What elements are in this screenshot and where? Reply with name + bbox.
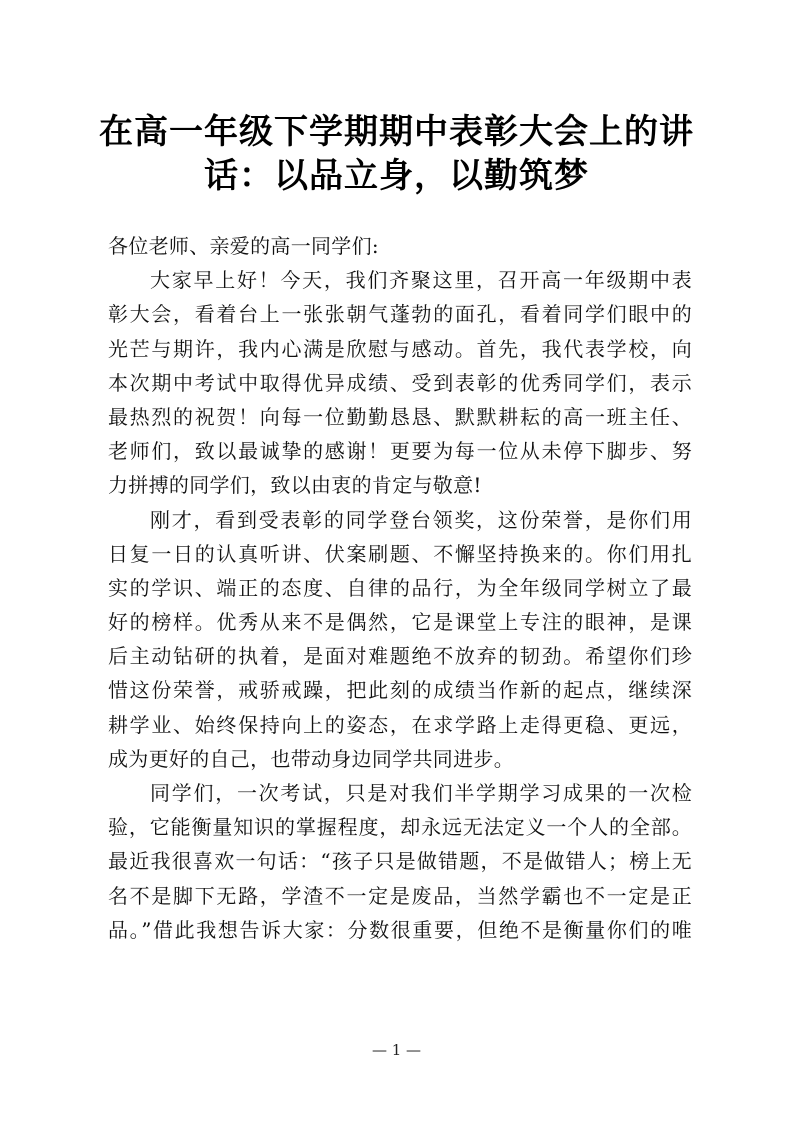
paragraph-line: 最热烈的祝贺！向每一位勤勤恳恳、默默耕耘的高一班主任、 (108, 404, 692, 429)
paragraph-line: 日复一日的认真听讲、伏案刷题、不懈坚持换来的。你们用扎 (108, 541, 692, 566)
paragraph-line: 光芒与期许，我内心满是欣慰与感动。首先，我代表学校，向 (108, 336, 692, 361)
paragraph-line: 刚才，看到受表彰的同学登台领奖，这份荣誉，是你们用 (150, 507, 692, 532)
salutation-line: 各位老师、亲爱的高一同学们: (108, 234, 379, 258)
paragraph-line: 验，它能衡量知识的掌握程度，却永远无法定义一个人的全部。 (108, 815, 692, 840)
page-number: — 1 — (371, 1041, 422, 1059)
paragraph-line: 同学们，一次考试，只是对我们半学期学习成果的一次检 (150, 781, 692, 805)
document-title (90, 110, 703, 198)
paragraph-line: 后主动钻研的执着，是面对难题绝不放弃的韧劲。希望你们珍 (108, 644, 692, 669)
paragraph-line: 名不是脚下无路，学渣不一定是废品，当然学霸也不一定是正 (108, 883, 692, 908)
paragraph-line: 彰大会，看着台上一张张朝气蓬勃的面孔，看着同学们眼中的 (108, 302, 692, 327)
paragraph-line: 大家早上好！今天，我们齐聚这里，召开高一年级期中表 (150, 268, 692, 293)
paragraph-line: 品。”借此我想告诉大家：分数很重要，但绝不是衡量你们的唯 (108, 917, 692, 942)
paragraph-line: 老师们，致以最诚挚的感谢！更要为每一位从未停下脚步、努 (108, 439, 692, 464)
title-line-1: 在高一年级下学期期中表彰大会上的讲 (99, 112, 694, 152)
paragraph-line: 耕学业、始终保持向上的姿态，在求学路上走得更稳、更远， (108, 712, 692, 737)
paragraph-line: 好的榜样。优秀从来不是偶然，它是课堂上专注的眼神，是课 (108, 610, 692, 635)
paragraph-line: 本次期中考试中取得优异成绩、受到表彰的优秀同学们，表示 (108, 370, 692, 395)
paragraph-line: 最近我很喜欢一句话：“孩子只是做错题，不是做错人；榜上无 (108, 849, 692, 874)
paragraph-line: 成为更好的自己，也带动身边同学共同进步。 (108, 746, 514, 771)
document-body (108, 229, 692, 947)
title-line-2: 话：以品立身，以勤筑梦 (204, 156, 589, 196)
paragraph-line: 实的学识、端正的态度、自律的品行，为全年级同学树立了最 (108, 575, 692, 600)
paragraph-line: 惜这份荣誉，戒骄戒躁，把此刻的成绩当作新的起点，继续深 (108, 678, 692, 703)
paragraph-line: 力拼搏的同学们，致以由衷的肯定与敬意! (108, 473, 482, 498)
